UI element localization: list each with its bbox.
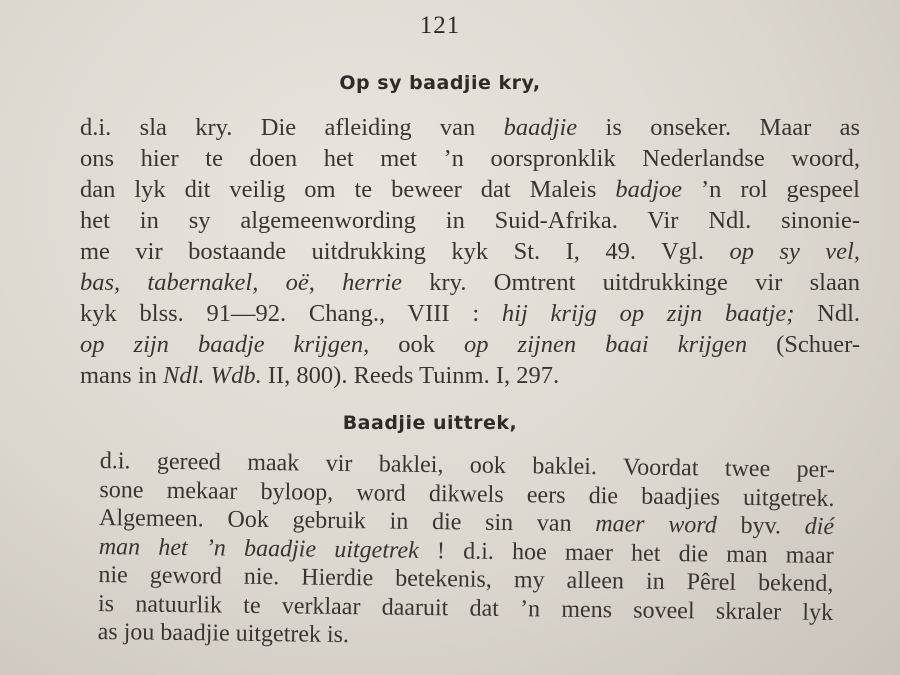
text-run: sone mekaar byloop, word dikwels eers die baadjies uitgetrek. bbox=[99, 476, 835, 512]
text-line bbox=[80, 360, 860, 391]
text-run: ook bbox=[369, 331, 465, 358]
text-run: d.i. sla kry. Die afleiding van bbox=[80, 114, 504, 141]
text-run: ons hier te doen het met ’n oorspronklik Nederlandse woord, bbox=[80, 145, 860, 172]
text-line bbox=[80, 205, 860, 236]
entry-body-op-sy-baadjie-kry bbox=[80, 112, 860, 391]
text-run: byv. bbox=[716, 512, 805, 540]
entry-heading-op-sy-baadjie-kry: Op sy baadjie kry, bbox=[339, 72, 541, 94]
text-run: me vir bostaande uitdrukking kyk St. I, 49. Vgl. bbox=[80, 238, 730, 265]
text-line bbox=[80, 236, 860, 267]
italic-text-run: Ndl. Wdb. bbox=[163, 362, 262, 389]
text-run: d.i. gereed maak vir baklei, ook baklei. Voordat twee per- bbox=[99, 447, 835, 483]
text-run: is onseker. Maar as bbox=[577, 114, 860, 141]
italic-text-run: op zijn baadje krijgen, bbox=[80, 331, 370, 358]
italic-text-run: man het ’n baadjie uitgetrek bbox=[98, 533, 419, 564]
text-run: II, 800). Reeds Tuinm. I, 297. bbox=[261, 362, 560, 389]
page-number: 121 bbox=[419, 12, 461, 39]
italic-text-run: maer word bbox=[595, 511, 717, 539]
text-line bbox=[80, 329, 860, 360]
text-run: (Schuer- bbox=[747, 331, 860, 358]
text-run: Algemeen. Ook gebruik in die sin van bbox=[98, 504, 596, 538]
text-run: het in sy algemeenwording in Suid-Afrika. Vir Ndl. sinonie- bbox=[80, 207, 860, 234]
italic-text-run: baadjie bbox=[503, 114, 578, 141]
text-line bbox=[80, 267, 860, 298]
italic-text-run: op zijnen baai krijgen bbox=[464, 331, 748, 358]
text-run: nie geword nie. Hierdie betekenis, my alleen in Pêrel bekend, bbox=[98, 561, 834, 597]
italic-text-run: dié bbox=[804, 513, 835, 540]
text-line bbox=[80, 143, 860, 174]
italic-text-run: badjoe bbox=[615, 176, 683, 203]
text-line bbox=[80, 112, 860, 143]
text-run: kry. Omtrent uitdrukkinge vir slaan bbox=[402, 269, 860, 296]
text-run: ! d.i. hoe maer het die man maar bbox=[418, 537, 834, 569]
text-line bbox=[80, 174, 860, 205]
entry-heading-baadjie-uittrek: Baadjie uittrek, bbox=[342, 412, 518, 434]
text-run: mans in bbox=[80, 362, 164, 389]
text-run: dan lyk dit veilig om te beweer dat Maleis bbox=[80, 176, 616, 203]
text-run: ’n rol gespeel bbox=[682, 176, 860, 203]
entry-body-baadjie-uittrek bbox=[98, 447, 835, 655]
italic-text-run: bas, tabernakel, oë, herrie bbox=[80, 269, 403, 296]
text-run: kyk blss. 91—92. Chang., VIII : bbox=[80, 300, 502, 327]
text-run: is natuurlik te verklaar daaruit dat ’n mens soveel skraler lyk bbox=[97, 590, 834, 626]
italic-text-run: op sy vel, bbox=[729, 238, 860, 265]
italic-text-run: hij krijg op zijn baatje; bbox=[501, 300, 795, 327]
text-run: as jou baadjie uitgetrek is. bbox=[97, 618, 350, 649]
text-run: Ndl. bbox=[794, 300, 861, 327]
text-line bbox=[80, 298, 860, 329]
